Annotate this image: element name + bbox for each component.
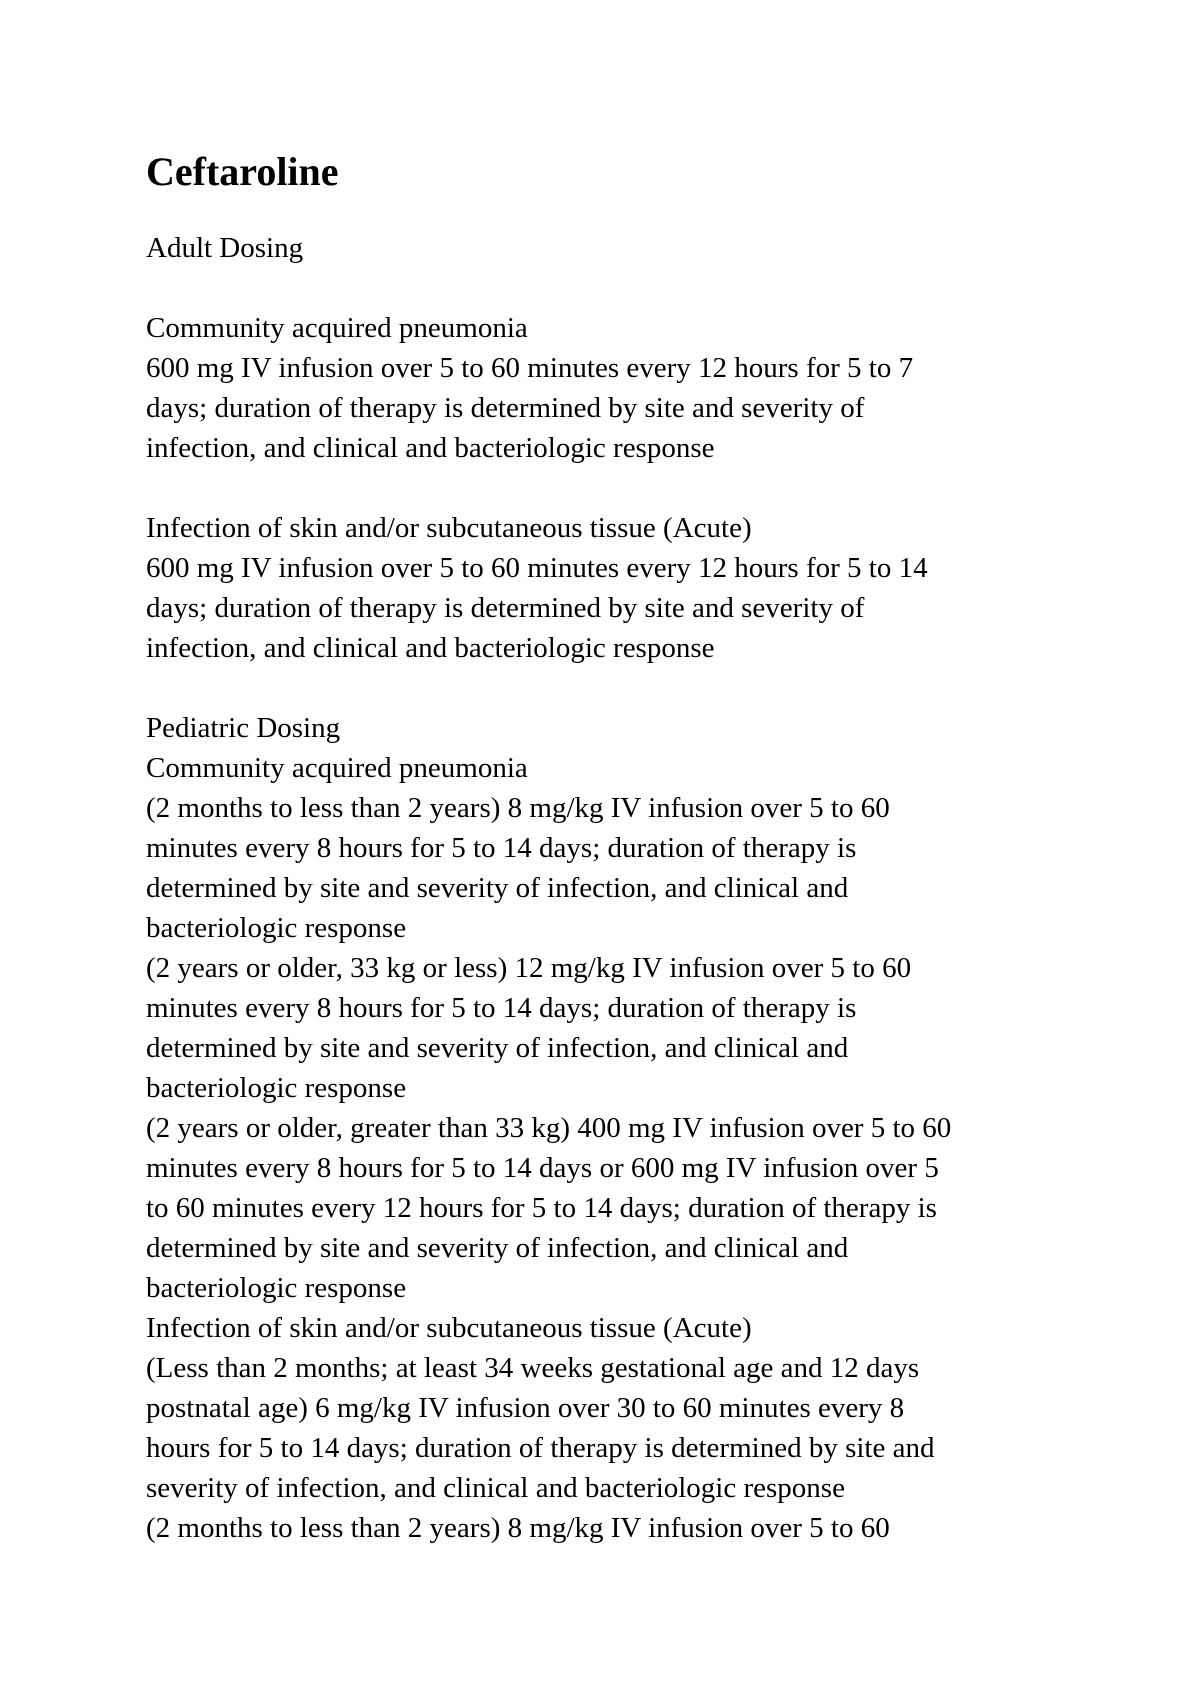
pediatric-cap-line: minutes every 8 hours for 5 to 14 days; duration of therapy is <box>146 992 857 1024</box>
pediatric-skin-line: (Less than 2 months; at least 34 weeks gestational age and 12 days <box>146 1352 920 1384</box>
paragraph-gap <box>146 668 1076 708</box>
pediatric-dosing-heading: Pediatric Dosing <box>146 712 341 744</box>
pediatric-cap-line: (2 years or older, greater than 33 kg) 400 mg IV infusion over 5 to 60 <box>146 1112 952 1144</box>
paragraph-gap <box>146 468 1076 508</box>
pediatric-cap-line: determined by site and severity of infection, and clinical and <box>146 1032 849 1064</box>
pediatric-cap-line: (2 months to less than 2 years) 8 mg/kg IV infusion over 5 to 60 <box>146 792 890 824</box>
pediatric-skin-line: (2 months to less than 2 years) 8 mg/kg IV infusion over 5 to 60 <box>146 1512 890 1544</box>
adult-cap-line: days; duration of therapy is determined by site and severity of <box>146 392 865 424</box>
document-title: Ceftaroline <box>146 149 339 194</box>
adult-skin-line: infection, and clinical and bacteriologic response <box>146 632 715 664</box>
pediatric-cap-line: minutes every 8 hours for 5 to 14 days or 600 mg IV infusion over 5 <box>146 1152 939 1184</box>
pediatric-cap-line: bacteriologic response <box>146 1072 407 1104</box>
pediatric-skin-heading: Infection of skin and/or subcutaneous tissue (Acute) <box>146 1312 752 1344</box>
pediatric-skin-line: severity of infection, and clinical and bacteriologic response <box>146 1472 845 1504</box>
pediatric-cap-line: (2 years or older, 33 kg or less) 12 mg/kg IV infusion over 5 to 60 <box>146 952 912 984</box>
pediatric-cap-heading: Community acquired pneumonia <box>146 752 528 784</box>
pediatric-cap-line: to 60 minutes every 12 hours for 5 to 14 days; duration of therapy is <box>146 1192 937 1224</box>
adult-skin-heading: Infection of skin and/or subcutaneous tissue (Acute) <box>146 512 752 544</box>
adult-cap-line: infection, and clinical and bacteriologic response <box>146 432 715 464</box>
pediatric-cap-line: minutes every 8 hours for 5 to 14 days; duration of therapy is <box>146 832 857 864</box>
pediatric-cap-line: bacteriologic response <box>146 1272 407 1304</box>
paragraph-gap <box>146 268 1076 308</box>
pediatric-cap-line: bacteriologic response <box>146 912 407 944</box>
adult-dosing-heading: Adult Dosing <box>146 232 304 264</box>
pediatric-skin-line: postnatal age) 6 mg/kg IV infusion over 30 to 60 minutes every 8 <box>146 1392 905 1424</box>
pediatric-skin-line: hours for 5 to 14 days; duration of therapy is determined by site and <box>146 1432 935 1464</box>
pediatric-cap-line: determined by site and severity of infection, and clinical and <box>146 1232 849 1264</box>
adult-skin-line: 600 mg IV infusion over 5 to 60 minutes every 12 hours for 5 to 14 <box>146 552 928 584</box>
adult-skin-line: days; duration of therapy is determined by site and severity of <box>146 592 865 624</box>
adult-cap-heading: Community acquired pneumonia <box>146 312 528 344</box>
pediatric-cap-line: determined by site and severity of infection, and clinical and <box>146 872 849 904</box>
document-body <box>146 228 1076 1548</box>
adult-cap-line: 600 mg IV infusion over 5 to 60 minutes every 12 hours for 5 to 7 <box>146 352 914 384</box>
